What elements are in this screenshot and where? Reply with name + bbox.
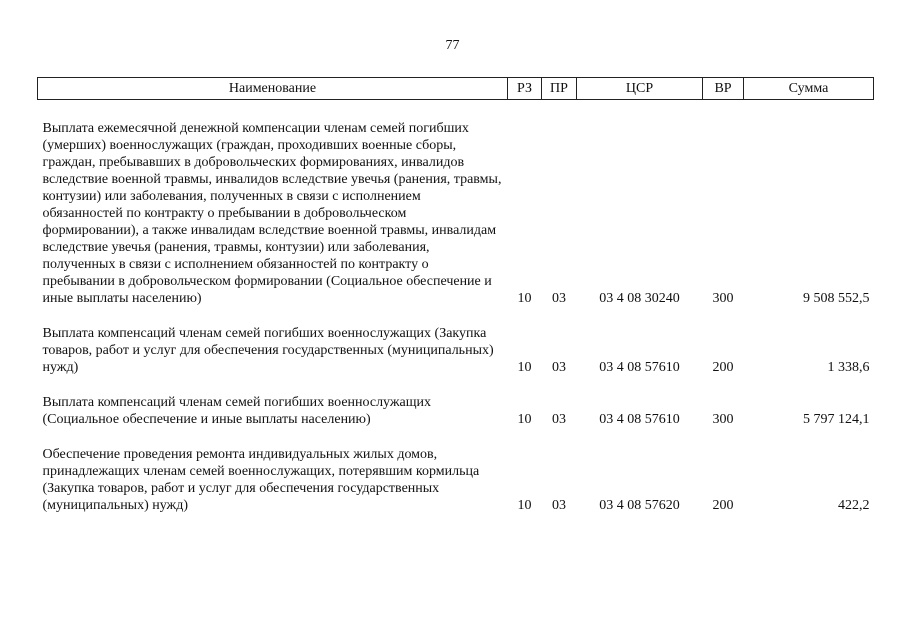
- row-sum: 5 797 124,1: [803, 412, 870, 427]
- header-csr: ЦСР: [577, 78, 703, 100]
- table-row: [38, 120, 874, 307]
- header-name: Наименование: [38, 78, 508, 100]
- row-sum: 1 338,6: [827, 360, 870, 375]
- table-gap: [38, 428, 874, 446]
- row-rz: 10: [517, 360, 532, 375]
- row-rz: 10: [517, 498, 532, 513]
- table-header-row: [38, 78, 874, 100]
- budget-table: [37, 77, 874, 514]
- table-gap: [38, 307, 874, 325]
- row-name: Выплата ежемесячной денежной компенсации членам семей погибших (умерших) военнослужащих (граждан, проходивших военные сборы, граждан, пребывавших в добровольческих формированиях, инвалидов вследствие военной травмы, инвалидов вследствие увечья (ранения, травмы, контузии) или заболевания, полученных в связи с исполнением обязанностей по контракту о пребывании в добровольческом формировании), а также инвалидам вследствие военной травмы, инвалидам вследствие увечья (ранения, травмы, контузии) или заболевания, полученных в связи с исполнением обязанностей по контракту о пребывании в добровольческом формировании (Социальное обеспечение и иные выплаты населению): [42, 121, 502, 306]
- table-gap: [38, 376, 874, 394]
- row-vr: 300: [712, 291, 734, 306]
- header-sum: Сумма: [744, 78, 874, 100]
- row-pr: 03: [552, 412, 566, 427]
- row-vr: 200: [712, 360, 734, 375]
- header-rz: РЗ: [508, 78, 542, 100]
- row-vr: 200: [712, 498, 734, 513]
- row-rz: 10: [517, 412, 532, 427]
- table-row: [38, 446, 874, 514]
- row-csr: 03 4 08 57610: [599, 412, 680, 427]
- table-row: [38, 394, 874, 428]
- row-pr: 03: [552, 360, 566, 375]
- table-row: [38, 325, 874, 376]
- row-csr: 03 4 08 57620: [599, 498, 680, 513]
- header-pr: ПР: [542, 78, 577, 100]
- row-rz: 10: [517, 291, 532, 306]
- row-csr: 03 4 08 30240: [599, 291, 680, 306]
- row-name: Выплата компенсаций членам семей погибших военнослужащих (Социальное обеспечение и иные выплаты населению): [42, 395, 432, 427]
- row-pr: 03: [552, 498, 566, 513]
- page-number: 77: [445, 38, 460, 53]
- header-vr: ВР: [703, 78, 744, 100]
- row-name: Обеспечение проведения ремонта индивидуальных жилых домов, принадлежащих членам семей военнослужащих, потерявшим кормильца (Закупка товаров, работ и услуг для обеспечения государственных (муниципальных) нужд): [42, 447, 480, 513]
- row-sum: 422,2: [838, 498, 870, 513]
- row-csr: 03 4 08 57610: [599, 360, 680, 375]
- row-sum: 9 508 552,5: [803, 291, 870, 306]
- row-pr: 03: [552, 291, 566, 306]
- table-spacer: [38, 100, 874, 121]
- row-name: Выплата компенсаций членам семей погибших военнослужащих (Закупка товаров, работ и услуг для обеспечения государственных (муниципальных) нужд): [42, 326, 494, 375]
- row-vr: 300: [712, 412, 734, 427]
